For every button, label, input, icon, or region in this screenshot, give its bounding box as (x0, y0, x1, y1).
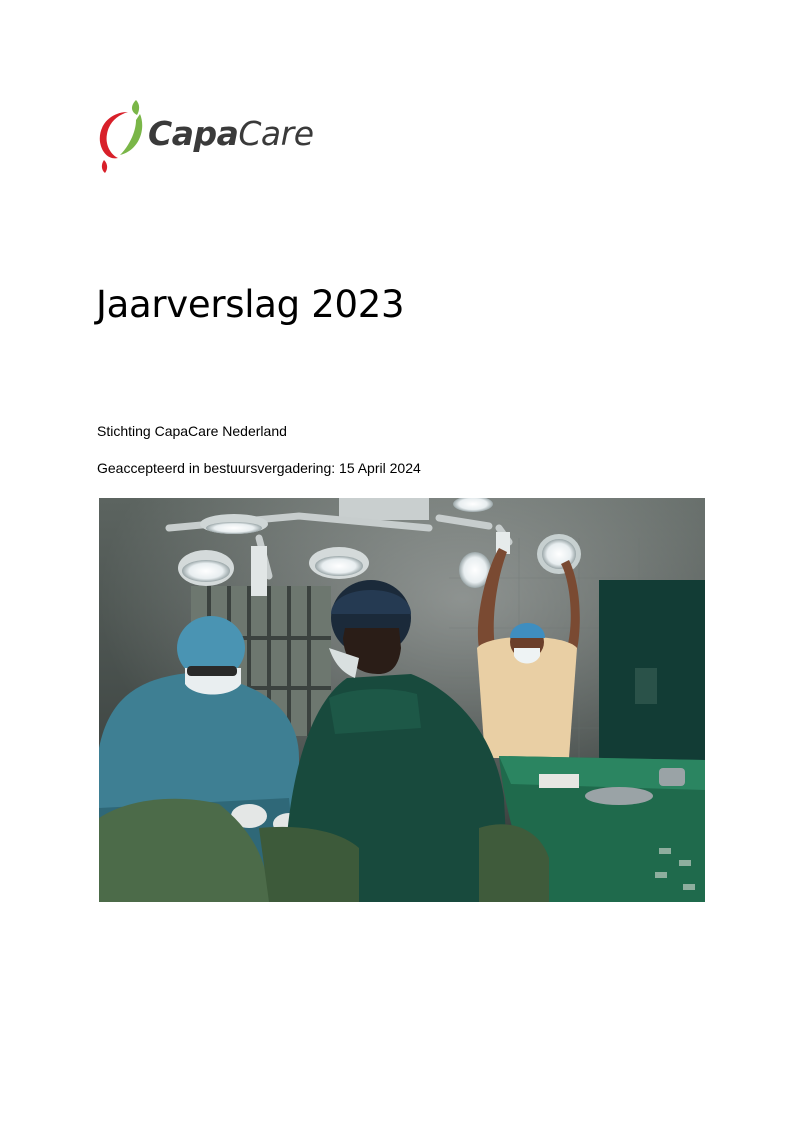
operating-room-photo (99, 498, 705, 902)
capacare-logo (96, 98, 336, 176)
organization-name: Stichting CapaCare Nederland (97, 423, 287, 439)
wordmark-capa: Capa (148, 114, 239, 153)
wordmark-care: Care (238, 114, 314, 153)
capacare-wordmark (148, 114, 314, 153)
operating-room-illustration (99, 498, 705, 902)
acceptance-line: Geaccepteerd in bestuursvergadering: 15 April 2024 (97, 460, 421, 476)
capacare-logo-icon (96, 98, 148, 176)
report-title: Jaarverslag 2023 (96, 283, 405, 326)
